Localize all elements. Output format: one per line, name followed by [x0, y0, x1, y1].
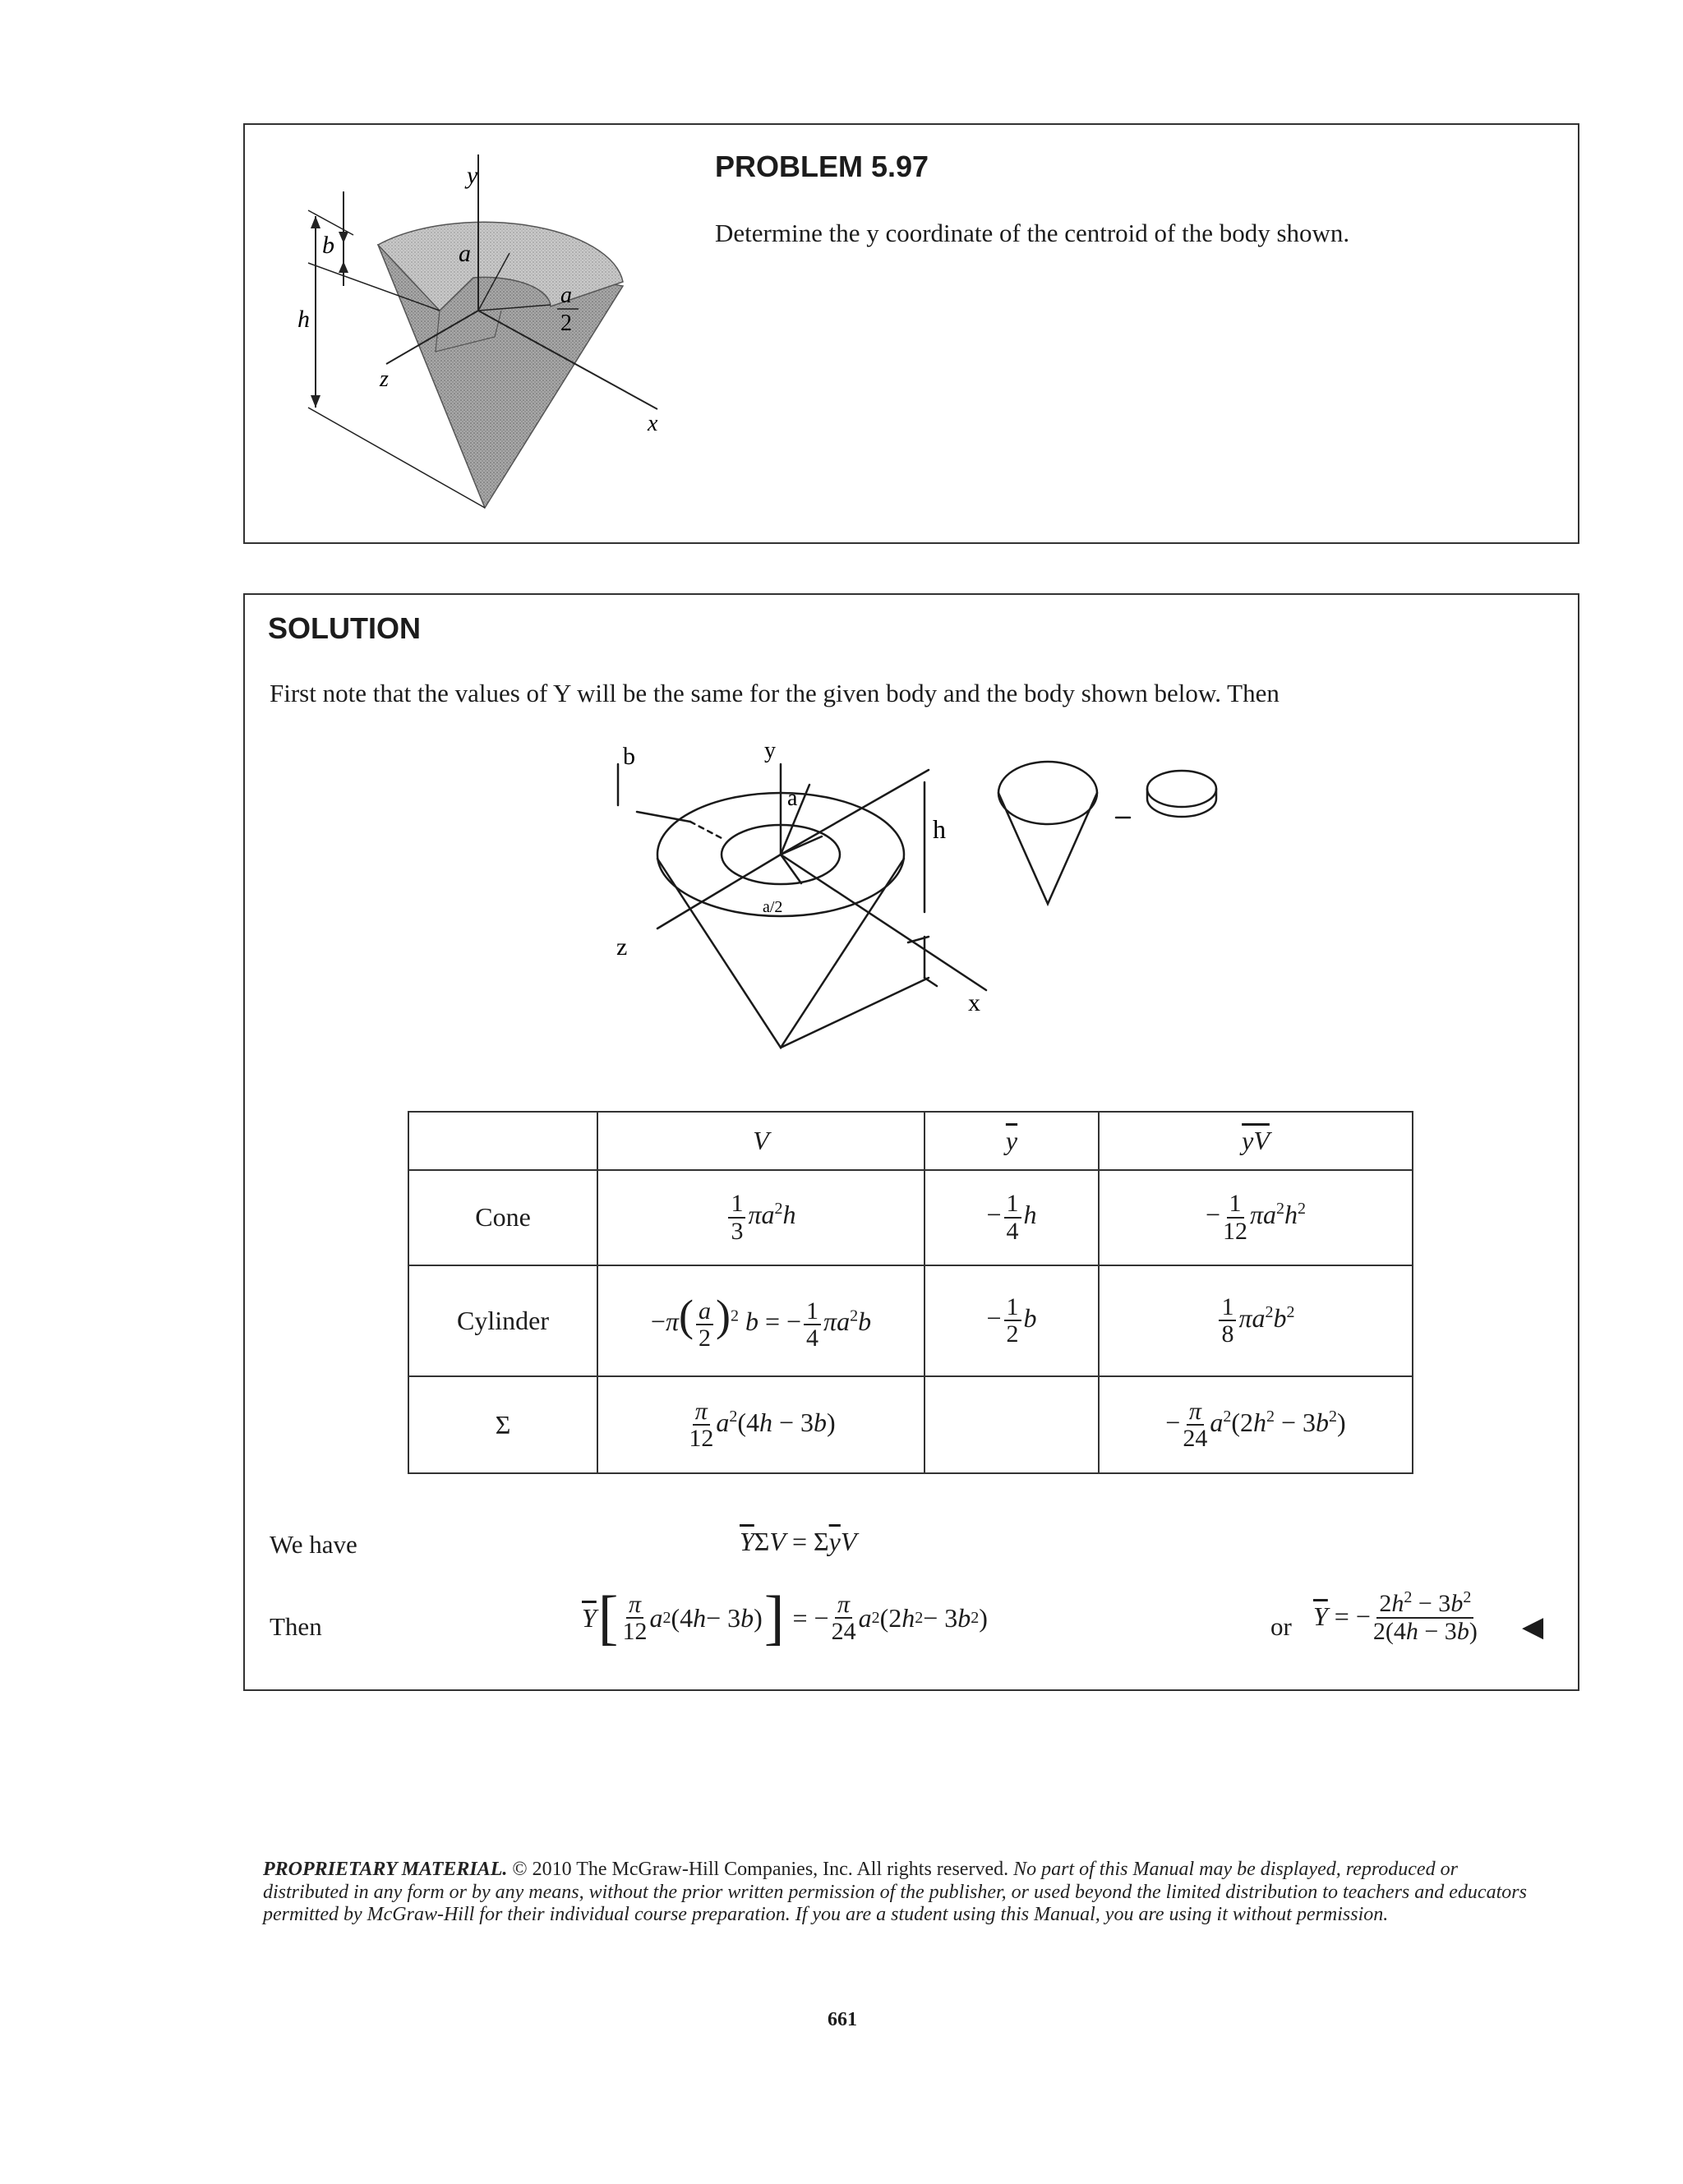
- problem-label-a-den: 2: [560, 311, 572, 336]
- solution-label-h: h: [933, 814, 946, 844]
- then-equation: $\overline{Y}$ [ $\frac{\pi}{12}$ a 2 (4 h − 3 b ) ] = − $\frac{\pi}{24}$ a 2 (2 h 2 − 3 b 2 ): [582, 1584, 988, 1652]
- problem-label-y: y: [467, 162, 478, 189]
- table-header-blank: [408, 1112, 597, 1170]
- problem-label-a-num: a: [560, 283, 572, 308]
- table-row: [408, 1265, 1413, 1377]
- or-label: or: [1270, 1612, 1292, 1641]
- table-header-row: [408, 1112, 1413, 1170]
- solution-label-half: a/2: [763, 898, 783, 916]
- problem-title: PROBLEM 5.97: [715, 150, 929, 183]
- table-header-ybar-v: $\overline{yV}$: [1099, 1112, 1413, 1170]
- we-have-label: We have: [270, 1530, 357, 1559]
- problem-label-x: x: [648, 411, 658, 436]
- cone-ybar: − $\frac{1}{4}$ h: [924, 1170, 1099, 1265]
- page-number: 661: [828, 2009, 857, 2030]
- cylinder-ybar: − $\frac{1}{2}$ b: [924, 1265, 1099, 1377]
- problem-label-z: z: [380, 366, 389, 392]
- footer-notice: [263, 1859, 1545, 1927]
- sum-volume: $\frac{\pi}{12}$ $a^2(4h - 3b)$: [597, 1376, 924, 1473]
- result-marker: ◀: [1522, 1612, 1544, 1643]
- problem-label-a: a: [459, 240, 471, 267]
- row-label-sum: Σ: [408, 1376, 597, 1473]
- solution-label-x: x: [968, 989, 980, 1016]
- sum-ybar: [924, 1376, 1099, 1473]
- then-label: Then: [270, 1612, 322, 1641]
- centroid-table: [408, 1111, 1413, 1474]
- solution-label-a: a: [787, 786, 798, 811]
- problem-label-b: b: [322, 232, 334, 259]
- solution-label-z: z: [616, 933, 628, 961]
- sum-ybar-v: − $\frac{\pi}{24}$ $a^2(2h^2 - 3b^2)$: [1099, 1376, 1413, 1473]
- solution-intro: First note that the values of Y will be the same for the given body and the body shown below. Then: [270, 679, 1280, 707]
- cylinder-ybar-v: $\frac{1}{8}$ $\pi a^2b^2$: [1099, 1265, 1413, 1377]
- result-equation: $\overline{Y}$ = − $\frac{2h^2 - 3b^2}{2(4h - 3b)}$: [1313, 1588, 1478, 1645]
- table-row: [408, 1376, 1413, 1473]
- we-have-equation: $\overline{Y}$ Σ V = Σ $\overline{y}$ V: [740, 1527, 857, 1556]
- solution-label-b: b: [623, 743, 635, 770]
- solution-label-y: y: [764, 740, 776, 763]
- cone-volume: $\frac{1}{3}$ $\pi a^2h$: [597, 1170, 924, 1265]
- row-label-cylinder: Cylinder: [408, 1265, 597, 1377]
- problem-statement: Determine the y coordinate of the centroid of the body shown.: [715, 219, 1350, 247]
- footer-copyright: © 2010 The McGraw-Hill Companies, Inc. All rights reserved.: [512, 1859, 1009, 1880]
- cone-ybar-v: − $\frac{1}{12}$ $\pi a^2h^2$: [1099, 1170, 1413, 1265]
- solution-title: SOLUTION: [268, 611, 421, 645]
- table-header-volume: V: [597, 1112, 924, 1170]
- problem-figure: [279, 146, 682, 532]
- row-label-cone: Cone: [408, 1170, 597, 1265]
- cylinder-volume: −π( $\frac{a}{2}$ )$^2$ b = − $\frac{1}{4}$ $\pi a^2b$: [597, 1265, 924, 1377]
- solution-figure: [600, 740, 1241, 1052]
- problem-label-h: h: [297, 306, 310, 333]
- table-header-ybar: $\overline{y}$: [924, 1112, 1099, 1170]
- footer-text: No part of this Manual may be displayed, reproduced or distributed in any form or by any means, without the prior written permission of the publisher, or used beyond the limited distribution to teachers and educators permitted by McGraw-Hill for their individual course preparation. If you are a student using this Manual, you are using it without permission.: [263, 1859, 1527, 1926]
- table-row: [408, 1170, 1413, 1265]
- footer-lead: PROPRIETARY MATERIAL.: [263, 1859, 508, 1880]
